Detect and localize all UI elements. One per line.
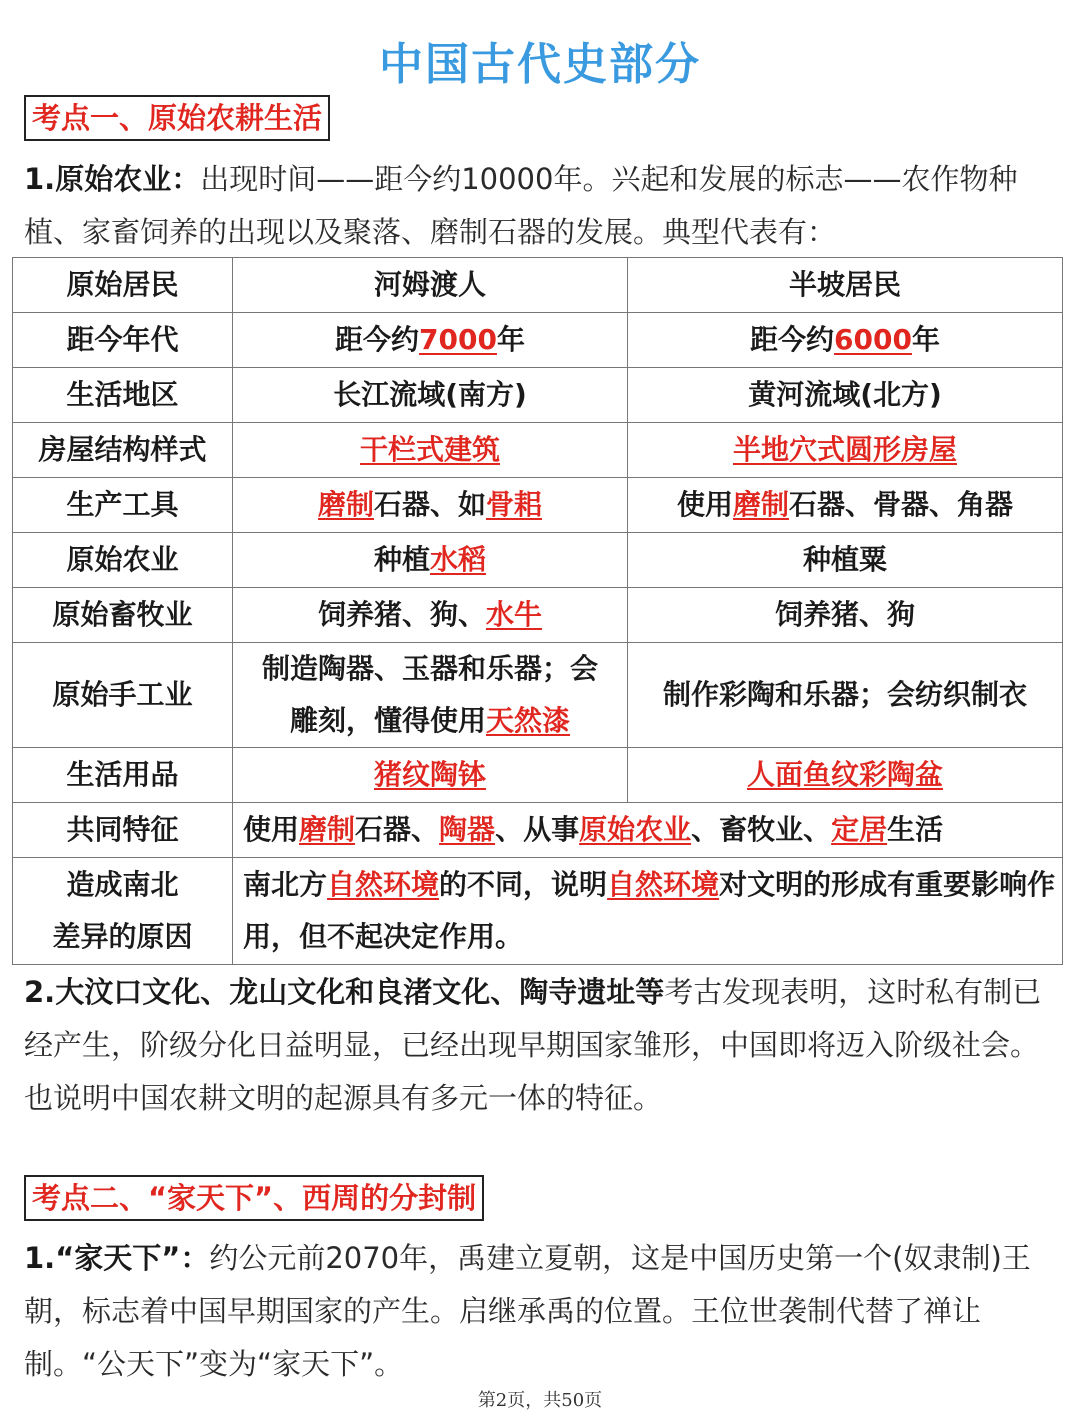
table-cell: [233, 313, 628, 368]
row-label: 原始手工业: [13, 643, 233, 748]
cell-text: 石器、如: [373, 488, 486, 521]
column-header-banpo: 半坡居民: [628, 258, 1063, 313]
highlight-text: 自然环境: [327, 868, 440, 901]
highlight-text: 天然漆: [486, 704, 571, 737]
table-cell: 制作彩陶和乐器；会纺织制衣: [628, 643, 1063, 748]
cell-text: 、畜牧业、: [691, 813, 832, 846]
cell-text: 饲养猪、狗、: [317, 598, 486, 631]
row-label: [13, 858, 233, 965]
cell-text: 使用: [243, 813, 300, 846]
table-row: [13, 313, 1063, 368]
paragraph-text: 约公元前2070年，禹建立夏朝，这是中国历史第一个(奴隶制)王朝，标志着中国早期国家的产生。启继承禹的位置。王位世袭制代替了禅让制。“公天下”变为“家天下”。: [24, 1241, 1031, 1381]
table-row: [13, 258, 1063, 313]
cell-text: 年: [911, 323, 940, 356]
highlight-text: 水牛: [486, 598, 543, 631]
table-cell: [628, 478, 1063, 533]
cell-text: 制造陶器、玉器和乐器；会: [261, 652, 598, 685]
table-cell: [233, 588, 628, 643]
cell-text: 生活: [887, 813, 944, 846]
column-header-hemudu: 河姆渡人: [233, 258, 628, 313]
table-row: [13, 748, 1063, 803]
row-label: 原始畜牧业: [13, 588, 233, 643]
highlight-text: 7000: [419, 323, 497, 356]
cell-text: 南北方: [243, 868, 328, 901]
paragraph-label: 1.“家天下”：: [24, 1241, 210, 1275]
highlight-text: 干栏式建筑: [359, 433, 500, 466]
table-cell: [628, 423, 1063, 478]
highlight-text: 半地穴式圆形房屋: [732, 433, 957, 466]
row-label: 原始农业: [13, 533, 233, 588]
cell-text: 差异的原因: [52, 920, 193, 953]
page-title: 中国古代史部分: [379, 39, 701, 90]
table-row: [13, 643, 1063, 748]
highlight-text: 自然环境: [607, 868, 720, 901]
cell-text: 的不同，说明: [439, 868, 608, 901]
row-label: 距今年代: [13, 313, 233, 368]
highlight-text: 磨制: [317, 488, 374, 521]
table-row: [13, 368, 1063, 423]
table-row: [13, 803, 1063, 858]
table-cell: 饲养猪、狗: [628, 588, 1063, 643]
highlight-text: 水稻: [430, 543, 487, 576]
paragraph-text: 出现时间——距今约10000年。兴起和发展的标志——农作物种植、家畜饲养的出现以及聚落、磨制石器的发展。典型代表有：: [24, 162, 1018, 249]
table-cell: [233, 803, 1063, 858]
table-cell: [628, 748, 1063, 803]
paragraph-jiatianxia: [24, 1232, 1060, 1391]
cell-text: 造成南北: [66, 868, 179, 901]
cell-text: 雕刻，懂得使用: [289, 704, 486, 737]
highlight-text: 磨制: [299, 813, 356, 846]
table-row: [13, 533, 1063, 588]
cell-text: 年: [496, 323, 525, 356]
paragraph-text: 考古发现表明，这时私有制已经产生，阶级分化日益明显，已经出现早期国家雏形，中国即将迈入阶级社会。也说明中国农耕文明的起源具有多元一体的特征。: [24, 975, 1042, 1115]
highlight-text: 猪纹陶钵: [373, 758, 486, 791]
table-cell: 长江流域(南方): [233, 368, 628, 423]
row-label: 房屋结构样式: [13, 423, 233, 478]
cell-text: 距今约: [335, 323, 420, 356]
highlight-text: 6000: [834, 323, 912, 356]
table-row: [13, 478, 1063, 533]
table-row: [13, 423, 1063, 478]
section-heading-1: 考点一、原始农耕生活: [24, 95, 330, 141]
cell-text: 对文明的形成有重要影响作用，但不起决定作用。: [243, 868, 1056, 953]
table-cell: [233, 533, 628, 588]
highlight-text: 原始农业: [579, 813, 692, 846]
table-cell: [233, 423, 628, 478]
table-cell: [233, 748, 628, 803]
cell-text: 距今约: [750, 323, 835, 356]
highlight-text: 人面鱼纹彩陶盆: [746, 758, 943, 791]
row-label: 共同特征: [13, 803, 233, 858]
table-cell: [233, 643, 628, 748]
comparison-table: [12, 257, 1063, 965]
row-label: 生产工具: [13, 478, 233, 533]
paragraph-label: 2.大汶口文化、龙山文化和良渚文化、陶寺遗址等: [24, 975, 665, 1009]
table-cell: [628, 313, 1063, 368]
cell-text: 、从事: [495, 813, 580, 846]
table-cell: [233, 858, 1063, 965]
cell-text: 种植: [373, 543, 430, 576]
paragraph-archaeology: [24, 966, 1060, 1125]
section-heading-2: 考点二、“家天下”、西周的分封制: [24, 1175, 484, 1221]
paragraph-label: 1.原始农业：: [24, 162, 201, 196]
highlight-text: 磨制: [732, 488, 789, 521]
page-number: 第2页，共50页: [477, 1390, 603, 1411]
paragraph-primitive-agriculture: [24, 153, 1060, 259]
highlight-text: 骨耜: [486, 488, 543, 521]
table-row: [13, 858, 1063, 965]
table-cell: [233, 478, 628, 533]
cell-text: 石器、骨器、角器: [789, 488, 1014, 521]
row-label: 生活地区: [13, 368, 233, 423]
cell-text: 石器、: [355, 813, 440, 846]
highlight-text: 定居: [831, 813, 888, 846]
table-cell: 黄河流域(北方): [628, 368, 1063, 423]
row-label: 生活用品: [13, 748, 233, 803]
table-row: [13, 588, 1063, 643]
highlight-text: 陶器: [439, 813, 496, 846]
row-label: 原始居民: [13, 258, 233, 313]
cell-text: 使用: [676, 488, 733, 521]
table-cell: 种植粟: [628, 533, 1063, 588]
